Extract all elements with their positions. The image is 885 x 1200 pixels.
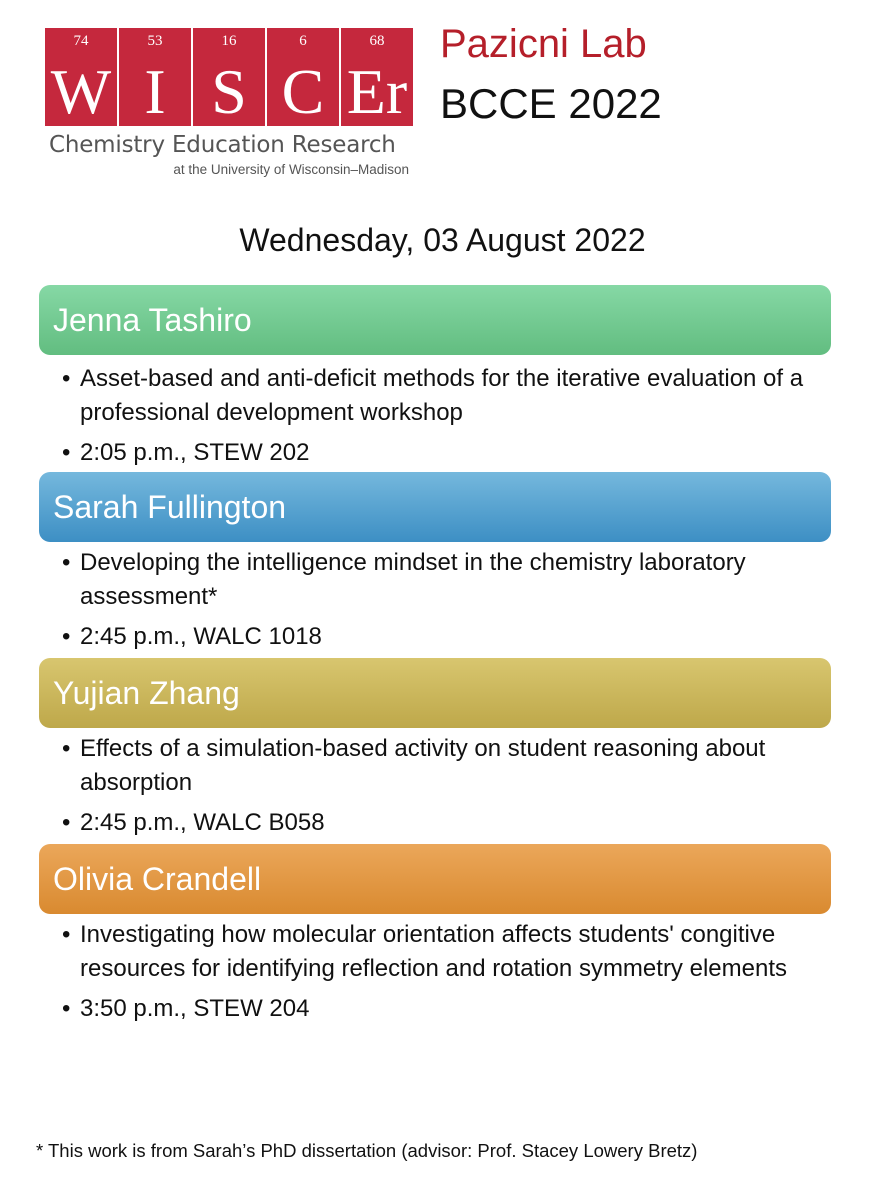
talk-time-item	[62, 436, 842, 470]
conference-name: BCCE 2022	[440, 80, 662, 127]
bullet-icon: •	[62, 995, 71, 1022]
bullet-icon: •	[62, 623, 71, 650]
lab-name: Pazicni Lab	[440, 22, 647, 66]
wiscer-logo	[45, 28, 415, 177]
talk-details	[62, 732, 842, 846]
logo-subtitle: Chemistry Education Research	[49, 132, 396, 158]
talk-time-item	[62, 992, 842, 1026]
presenter-name: Jenna Tashiro	[53, 302, 252, 338]
element-number: 53	[147, 33, 163, 49]
footnote: * This work is from Sarah’s PhD dissertation (advisor: Prof. Stacey Lowery Bretz)	[36, 1140, 698, 1161]
talk-time-location: 3:50 p.m., STEW 204	[80, 995, 310, 1022]
talk-title: Investigating how molecular orientation affects students' congitive resources for identifying reflection and rotation symmetry elements	[80, 921, 787, 982]
talk-title: Developing the intelligence mindset in the chemistry laboratory assessment*	[80, 549, 746, 610]
element-symbol: S	[211, 56, 247, 127]
event-date: Wednesday, 03 August 2022	[239, 222, 646, 258]
bullet-icon: •	[62, 809, 71, 836]
presenter-header	[39, 844, 831, 914]
element-tile	[341, 28, 413, 126]
bullet-icon: •	[62, 921, 71, 948]
presenter-name: Olivia Crandell	[53, 861, 262, 897]
talk-title-item	[62, 546, 842, 614]
talk-title-item	[62, 918, 842, 986]
element-number: 68	[369, 33, 385, 49]
talk-title: Asset-based and anti-deficit methods for the iterative evaluation of a professional development workshop	[80, 365, 804, 426]
presenter-header	[39, 658, 831, 728]
talk-time-location: 2:45 p.m., WALC 1018	[80, 623, 322, 650]
talk-time-location: 2:05 p.m., STEW 202	[80, 439, 310, 466]
element-symbol: I	[144, 56, 166, 127]
element-tile	[193, 28, 265, 126]
element-tile	[119, 28, 191, 126]
talk-details	[62, 918, 842, 1032]
element-symbol: C	[281, 56, 325, 127]
talk-details	[62, 546, 842, 660]
talk-title-item	[62, 732, 842, 800]
talk-time-item	[62, 620, 842, 654]
presenter-header	[39, 285, 831, 355]
element-number: 74	[73, 33, 89, 49]
logo-affiliation: at the University of Wisconsin–Madison	[173, 162, 409, 177]
talk-time-location: 2:45 p.m., WALC B058	[80, 809, 325, 836]
talk-title: Effects of a simulation-based activity on student reasoning about absorption	[80, 735, 766, 796]
element-number: 6	[299, 33, 307, 49]
presenter-name: Yujian Zhang	[53, 675, 240, 711]
bullet-icon: •	[62, 549, 71, 576]
element-tile	[45, 28, 117, 126]
bullet-icon: •	[62, 439, 71, 466]
talk-details	[62, 362, 842, 476]
bullet-icon: •	[62, 365, 71, 392]
element-tile	[267, 28, 339, 126]
bullet-icon: •	[62, 735, 71, 762]
talk-time-item	[62, 806, 842, 840]
element-tiles	[45, 28, 415, 126]
element-symbol: Er	[346, 56, 408, 127]
presenter-name: Sarah Fullington	[53, 489, 287, 525]
element-symbol: W	[50, 56, 112, 127]
talk-title-item	[62, 362, 842, 430]
element-number: 16	[221, 33, 237, 49]
presenter-header	[39, 472, 831, 542]
